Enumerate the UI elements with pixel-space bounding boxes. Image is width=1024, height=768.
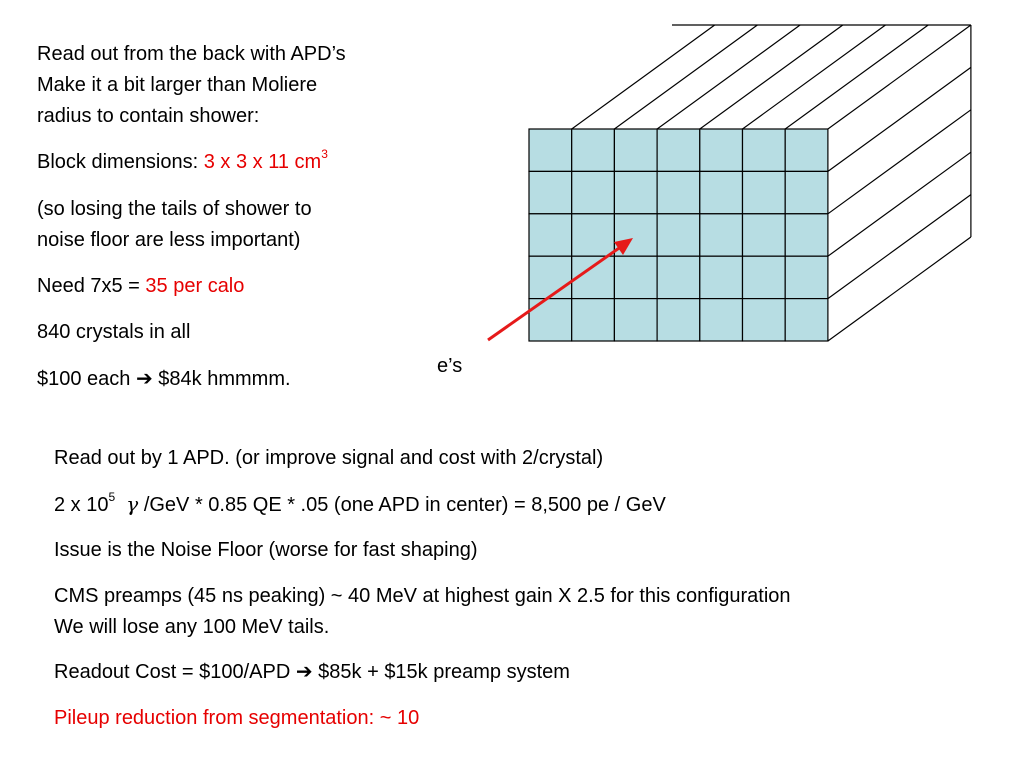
crystal-cell xyxy=(529,129,572,171)
electron-label: e’s xyxy=(437,355,463,377)
photon-yield-line xyxy=(54,490,666,517)
crystal-cell xyxy=(657,129,700,171)
crystal-cell xyxy=(743,171,786,213)
crystal-cell xyxy=(529,256,572,298)
depth-line xyxy=(614,25,757,129)
depth-line xyxy=(828,25,971,129)
crystal-cell xyxy=(529,214,572,256)
crystal-cell xyxy=(785,171,828,213)
right-arrow-icon: ➔ xyxy=(295,661,313,683)
need-line xyxy=(37,275,244,298)
crystal-cell xyxy=(572,171,615,213)
depth-line xyxy=(828,110,971,214)
gamma-symbol: γ xyxy=(126,492,139,516)
readout-cost-line xyxy=(54,661,570,684)
cms-preamps-line: CMS preamps (45 ns peaking) ~ 40 MeV at highest gain X 2.5 for this configuration xyxy=(54,585,791,607)
depth-line xyxy=(828,237,971,341)
photon-yield-exponent: 5 xyxy=(108,490,116,505)
intro-line-2: Make it a bit larger than Moliere xyxy=(37,74,318,96)
crystal-cell xyxy=(743,129,786,171)
tails-line-2: noise floor are less important) xyxy=(37,229,301,251)
block-dimensions-value: 3 x 3 x 11 cm xyxy=(203,151,322,173)
crystal-cell xyxy=(785,256,828,298)
need-label: Need 7x5 = xyxy=(37,275,146,297)
cost-suffix: $84k hmmmm. xyxy=(152,368,291,390)
crystal-cell xyxy=(572,214,615,256)
crystal-cell xyxy=(657,256,700,298)
crystal-cell xyxy=(700,171,743,213)
right-arrow-icon: ➔ xyxy=(135,368,153,390)
crystal-cell xyxy=(657,214,700,256)
crystal-cell xyxy=(614,129,657,171)
crystal-cell xyxy=(614,171,657,213)
block-dimensions-label: Block dimensions: xyxy=(37,151,204,173)
crystal-cell xyxy=(785,214,828,256)
depth-line xyxy=(700,25,843,129)
depth-line xyxy=(743,25,886,129)
crystal-front-grid xyxy=(529,129,828,341)
readout-cost-suffix: $85k + $15k preamp system xyxy=(312,661,570,683)
crystal-cell xyxy=(700,299,743,341)
need-value: 35 per calo xyxy=(145,275,245,297)
depth-line xyxy=(828,195,971,299)
intro-line-3: radius to contain shower: xyxy=(37,105,260,127)
depth-line xyxy=(657,25,800,129)
intro-line-1: Read out from the back with APD’s xyxy=(37,43,346,65)
crystal-cell xyxy=(785,129,828,171)
crystal-cell xyxy=(572,129,615,171)
crystal-cell xyxy=(785,299,828,341)
crystal-cell xyxy=(614,256,657,298)
crystal-cell xyxy=(529,171,572,213)
block-dimensions-exponent: 3 xyxy=(321,147,328,162)
readout-line: Read out by 1 APD. (or improve signal and cost with 2/crystal) xyxy=(54,447,604,469)
crystal-cell xyxy=(700,129,743,171)
crystal-cell xyxy=(700,256,743,298)
crystal-cell xyxy=(743,299,786,341)
depth-line xyxy=(828,152,971,256)
crystals-total: 840 crystals in all xyxy=(37,321,191,343)
crystal-cell xyxy=(657,171,700,213)
crystal-cell xyxy=(657,299,700,341)
block-dimensions-line xyxy=(37,147,328,174)
cost-prefix: $100 each xyxy=(37,368,136,390)
photon-yield-base: 2 x 10 xyxy=(54,494,109,516)
crystal-cell xyxy=(743,256,786,298)
crystal-cell xyxy=(700,214,743,256)
noise-floor-line: Issue is the Noise Floor (worse for fast shaping) xyxy=(54,539,478,561)
cost-line xyxy=(37,368,291,391)
depth-line xyxy=(572,25,715,129)
crystal-cell xyxy=(614,299,657,341)
readout-cost-prefix: Readout Cost = $100/APD xyxy=(54,661,296,683)
pileup-reduction-line: Pileup reduction from segmentation: ~ 10 xyxy=(54,707,420,729)
crystal-cell xyxy=(743,214,786,256)
lose-tails-line: We will lose any 100 MeV tails. xyxy=(54,616,330,638)
tails-line-1: (so losing the tails of shower to xyxy=(37,198,312,220)
crystal-cell xyxy=(572,299,615,341)
photon-yield-rest: /GeV * 0.85 QE * .05 (one APD in center) = 8,500 pe / GeV xyxy=(143,494,666,516)
